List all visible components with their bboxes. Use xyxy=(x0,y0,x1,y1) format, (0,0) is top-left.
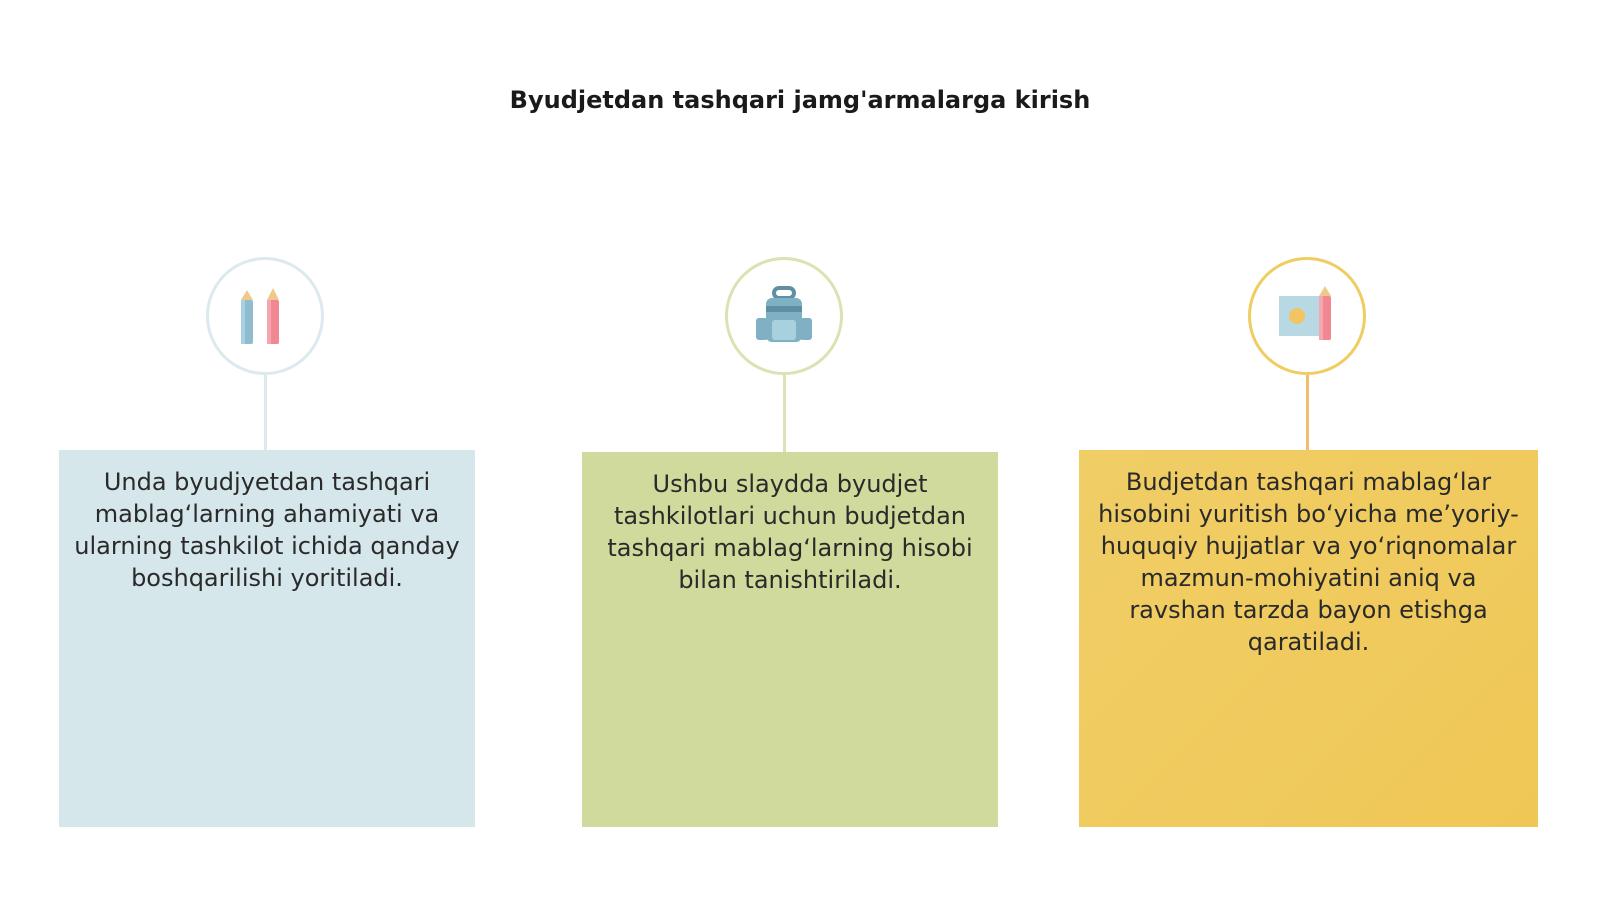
connector-line xyxy=(783,375,786,452)
slide-title: Byudjetdan tashqari jamg'armalarga kirish xyxy=(509,86,1091,114)
info-card-1 xyxy=(59,450,475,827)
backpack-icon xyxy=(725,257,843,375)
card-text: Budjetdan tashqari mablag‘lar hisobini yuritish bo‘yicha me’yoriy-huquqiy hujjatlar va yo‘riqnomalar mazmun-mohiyatini aniq va ravshan tarzda bayon etishga qaratiladi. xyxy=(1098,468,1519,656)
info-card-3 xyxy=(1079,450,1538,827)
card-text: Ushbu slaydda byudjet tashkilotlari uchun budjetdan tashqari mablag‘larning hisobi bilan tanishtiriladi. xyxy=(607,470,973,594)
info-card-2 xyxy=(582,452,998,827)
drawing-pencil-icon xyxy=(1248,257,1366,375)
card-text: Unda byudjyetdan tashqari mablag‘larning ahamiyati va ularning tashkilot ichida qanday boshqarilishi yoritiladi. xyxy=(74,468,460,592)
pencils-icon xyxy=(206,257,324,375)
connector-line xyxy=(1306,375,1309,450)
connector-line xyxy=(264,375,267,450)
